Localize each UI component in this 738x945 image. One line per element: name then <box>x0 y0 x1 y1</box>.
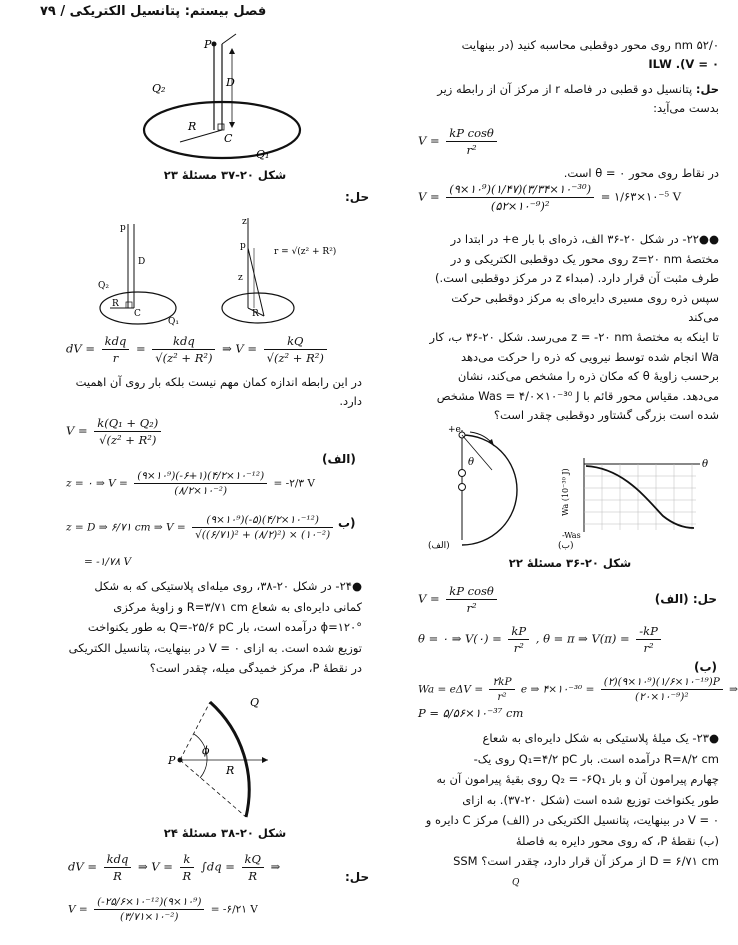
p22-line: سپس ذره روی مسیری دایره‌ای به مرکز دوقطبی حرکت می‌کند <box>451 290 719 325</box>
label-q2: Q₂ <box>152 82 166 95</box>
label-a: (الف) <box>428 541 450 551</box>
figure-20-37-caption: شکل ۲۰-۳۷ مسئلهٔ ۲۳ <box>163 168 287 182</box>
label-q: Q <box>250 696 260 709</box>
page-header: فصل بیستم: پتانسیل الکتریکی / ۷۹ <box>40 4 267 19</box>
p23-line: V = ۰ در بینهایت، پتانسیل الکتریکی در (الف) مرکز C دایره و <box>425 813 719 827</box>
label-q1: Q₁ <box>256 148 270 161</box>
equation-dv-ring: dV = $\frac{\text{kdq}}{r}$ = $\frac{\text{kdq}}{\text{√(z² + R²)}}$ ⇒ V = $\frac{kQ}{\text{√(z² + R²)}}$ <box>66 334 330 365</box>
arc-note-line1: در این رابطه اندازه کمان مهم نیست بلکه بار روی آن اهمیت <box>75 375 362 389</box>
gridlines <box>584 464 696 530</box>
dipole-plus-charge <box>459 470 466 477</box>
solution-label: حل: <box>695 82 719 96</box>
problem-24 <box>40 576 362 679</box>
p24-line: توزیع شده است. به ازای V = ۰ در بینهایت، پتانسیل الکتریکی <box>68 640 362 655</box>
p24-line: ϕ=۱۲۰° درآمده است، بار Q=-۲۵/۶ pC به طور یکنواخت <box>87 620 362 634</box>
arrow-up-icon <box>229 48 235 54</box>
y-axis-label: Wa (10⁻³⁰ J) <box>561 468 570 516</box>
solution-sketches <box>88 212 358 332</box>
p23-line: R=۸/۲ cm درآمده است. بار Q₁=۴/۲ pC روی یک- <box>473 751 719 766</box>
sk-zp: z <box>238 273 243 283</box>
p23-line: طور یکنواخت توزیع شده است (شکل ۲۰-۳۷). به ازای <box>462 792 719 807</box>
equation-center: z = ۰ ⇒ V = $\frac{\text{(۹×۱۰⁹)(-۶+۱)(۴/۲×۱۰⁻¹²)}}{\text{(۸/۲×۱۰⁻²)}}$ = -۲/۳ V <box>66 470 315 497</box>
sk-r-formula: r = √(z² + R²) <box>274 247 337 257</box>
sk-r: R <box>112 299 119 309</box>
r-line <box>248 248 264 316</box>
theta-axis-label: θ <box>702 459 709 470</box>
p24-line: کمانی دایره‌ای به شعاع R=۳/۷۱ cm و زاویهٔ مرکزی <box>113 599 362 614</box>
equation-arc-result: V = $\frac{\text{(-۲۵/۶×۱۰⁻¹²)(۹×۱۰⁹)}}{\text{(۳/۷۱×۱۰⁻²)}}$ = -۶/۲۱ V <box>68 896 258 923</box>
solution-24-label: حل: <box>345 870 370 884</box>
was-label: -Was <box>562 531 581 540</box>
equation-moment-result: P = ۵/۵۶×۱۰⁻³⁷ cm <box>418 706 524 720</box>
arrow-down-icon <box>229 122 235 128</box>
sk-q2: Q₂ <box>98 281 109 291</box>
solution-text: پتانسیل دو قطبی در فاصله r از مرکز آن از رابطه زیر <box>437 82 693 96</box>
label-r-24: R <box>226 764 235 777</box>
right-angle-mark <box>218 124 224 130</box>
sk-q1: Q₁ <box>168 317 179 327</box>
point-p-dot <box>178 758 183 763</box>
p24-line: ●۲۴- در شکل ۲۰-۳۸، روی میله‌ای پلاستیکی که به شکل <box>94 579 362 593</box>
equation-theta-cases: θ = ۰ ⇒ V(۰) = $\frac{kP}{\text{r²}}$ , θ = π ⇒ V(π) = $\frac{-kP}{\text{r²}}$ <box>418 624 664 655</box>
charge-label: +e <box>448 425 461 435</box>
label-d: D <box>226 76 235 89</box>
equation-dipole-potential-2: V = $\frac{\text{kP cosθ}}{\text{r²}}$ <box>418 584 500 615</box>
point-p <box>212 42 217 47</box>
q-mark: Q <box>512 878 520 888</box>
label-phi: ϕ <box>202 744 210 757</box>
p21-line2: ILW .(V = ۰ <box>648 57 719 71</box>
semicircle-path <box>462 435 517 545</box>
part-b-label-left: (ب <box>338 516 356 530</box>
problem-22 <box>419 230 719 426</box>
part-a-label: (الف) <box>322 452 356 466</box>
p23-line: ●۲۳- یک میلهٔ پلاستیکی به شکل دایره‌ای به شعاع <box>482 731 719 745</box>
p22-line: طرف مثبت آن قرار دارد. (مبداء z در مرکز دوقطبی است.) <box>435 271 719 286</box>
equation-point-p: z = D ⇒ ۶/۷۱ cm ⇒ V = $\frac{\text{(۹×۱۰⁹)(-۵)(۴/۲×۱۰⁻¹²)}}{\text{√((۶/۷۱)² + (۸/۲)²) × (۱۰⁻²)}}$ <box>66 514 336 541</box>
p23-line: D = ۶/۷۱ cm از مرکز آن قرار دارد، چقدر است؟ SSM <box>453 854 719 868</box>
sk-z: z <box>242 217 247 227</box>
dipole-minus-charge <box>459 484 466 491</box>
solution-22-label: حل: (الف) <box>654 592 717 606</box>
arrow-right-icon <box>262 757 268 763</box>
figure-20-37 <box>140 30 305 170</box>
p22-line: Wa انجام شده توسط نیرویی که ذره را حرکت می‌دهد <box>460 349 719 364</box>
p22-line: می‌دهد. مقیاس محور قائم با Was = ۴/۰×۱۰⁻³⁰ J مشخص <box>436 388 719 403</box>
sk-r2: R <box>252 309 259 319</box>
right-angle-left <box>126 302 132 308</box>
p21-line1: ۵۲/۰ nm روی محور دوقطبی محاسبه کنید (در بینهایت <box>461 38 719 52</box>
equation-work: Wa = eΔV = $\frac{۲kP}{\text{r²}}$ e ⇒ ۴×۱۰⁻³⁰ = $\frac{\text{(۲)(۹×۱۰⁹)(۱/۶×۱۰⁻¹⁹)P}}{\text{(۲۰×۱۰⁻⁹)²}}$ ⇒ <box>418 676 738 703</box>
arc-rod <box>210 702 249 817</box>
label-r: R <box>188 120 197 133</box>
p23-line: چهارم پیرامون آن و بار Q₂ = -۶Q₁ روی بقیهٔ پیرامون آن به <box>436 772 719 786</box>
p22-line: برحسب زاویهٔ θ که مکان ذره را مشخص می‌کند، نشان <box>457 369 719 384</box>
sk-c: C <box>134 309 141 319</box>
equation-dv-arc: dV = $\frac{\text{kdq}}{R}$ ⇒ V = $\frac{k}{R}$ ∫dq = $\frac{kQ}{R}$ ⇒ <box>68 852 281 883</box>
problem-21-tail <box>419 36 719 74</box>
figure-20-36-caption: شکل ۲۰-۳۶ مسئلهٔ ۲۲ <box>508 556 632 570</box>
equation-point-p-result: = -۱/۷۸ V <box>84 556 132 568</box>
axis-note: در نقاط روی محور θ = ۰ است. <box>563 166 719 180</box>
p23-line: (ب) نقطهٔ P، که روی محور دایره به فاصلهٔ <box>515 833 719 848</box>
solution-text-2: بدست می‌آید: <box>653 101 719 115</box>
p22-line: ●●۲۲- در شکل ۲۰-۳۶ الف، ذره‌ای با بار e+ در ابتدا در <box>450 232 719 246</box>
figure-20-38 <box>150 692 310 822</box>
p22-line: مختصهٔ z=۲۰ nm روی محور یک دوقطبی الکتریکی و در <box>450 251 719 266</box>
equation-v-total: V = $\frac{\text{k(Q₁ + Q₂)}}{\text{√(z² + R²)}}$ <box>66 416 164 447</box>
problem-23 <box>419 728 719 872</box>
sk-p: p <box>120 223 126 233</box>
figure-20-38-caption: شکل ۲۰-۳۸ مسئلهٔ ۲۴ <box>163 826 287 840</box>
label-p: P <box>204 38 212 51</box>
solution-23-label: حل: <box>345 190 370 204</box>
label-p-24: P <box>168 754 176 767</box>
radius-line <box>180 130 222 142</box>
p22-line: شده است بزرگی گشتاور دوقطبی چقدر است؟ <box>493 408 719 423</box>
theta-label: θ <box>468 457 475 468</box>
part-b-label: (ب) <box>693 660 717 674</box>
arc-note <box>40 373 362 411</box>
arc-note-line2: دارد. <box>339 394 362 408</box>
theta-radius <box>462 435 492 470</box>
p22-line: تا اینکه به مختصهٔ z = -۲۰ nm می‌رسد. شکل ۲۰-۳۶ ب، کار <box>429 329 719 344</box>
p24-line: در نقطهٔ P، مرکز خمیدگی میله، چقدر است؟ <box>149 661 362 675</box>
pointer-line <box>222 34 236 44</box>
label-b: (ب) <box>558 541 574 551</box>
solution-21 <box>419 80 719 118</box>
figure-20-36 <box>408 420 723 555</box>
sk-p2: p <box>240 241 246 251</box>
label-c: C <box>224 132 233 145</box>
dashed-radius-bottom <box>180 760 246 817</box>
equation-numeric-21: V = $\frac{\text{(۹×۱۰⁹)(۱/۴۷)(۳/۳۴×۱۰⁻³⁰)}}{\text{(۵۲×۱۰⁻⁹)²}}$ = ۱/۶۳×۱۰⁻⁵ V <box>418 182 682 213</box>
sk-d: D <box>138 257 146 267</box>
equation-dipole-potential: V = $\frac{\text{kP cosθ}}{\text{r²}}$ <box>418 126 500 157</box>
